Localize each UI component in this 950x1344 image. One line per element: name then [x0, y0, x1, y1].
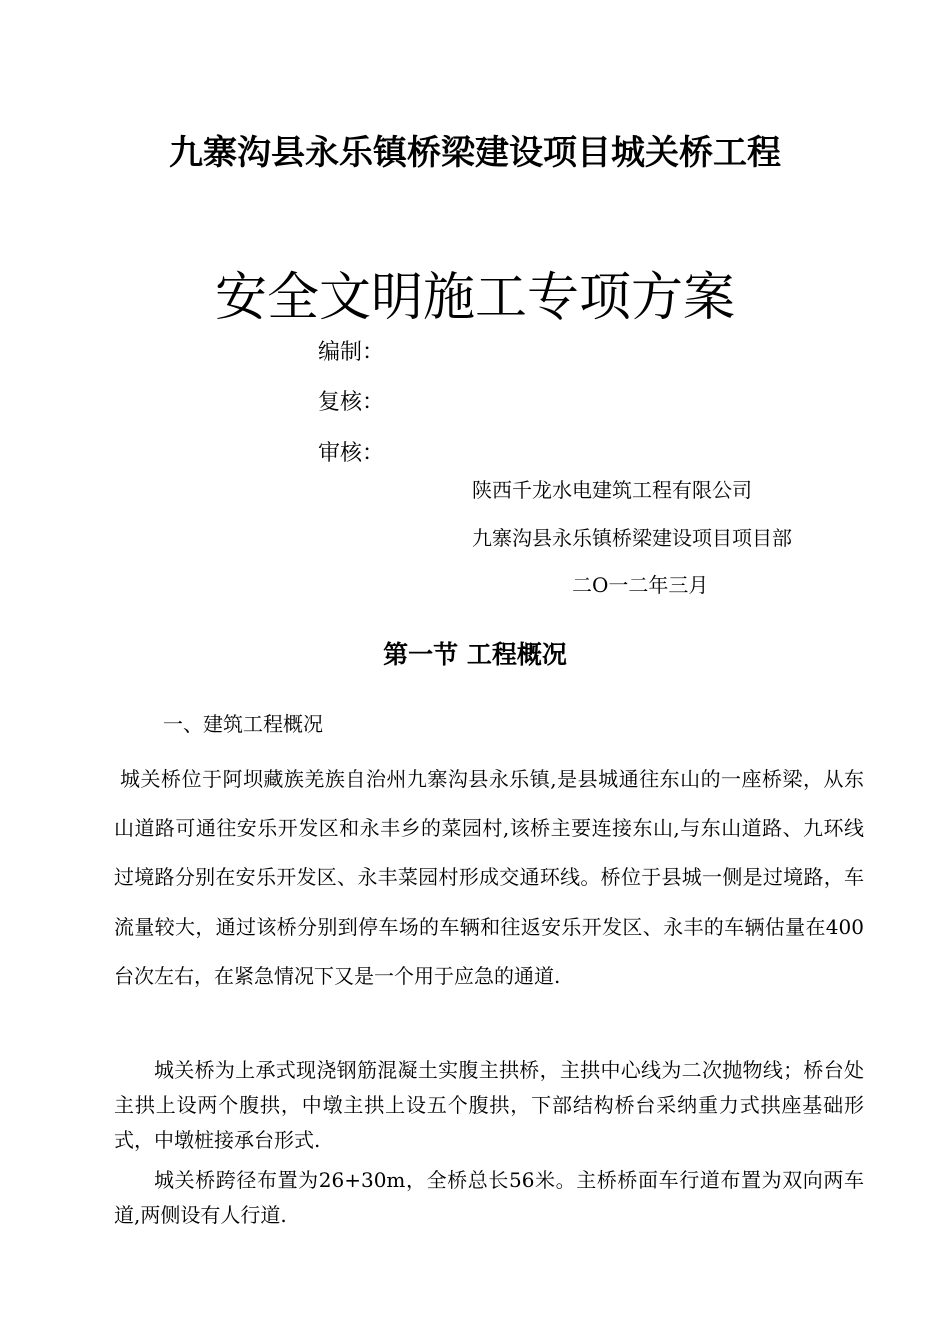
project-title: 九寨沟县永乐镇桥梁建设项目城关桥工程: [169, 133, 781, 173]
reviewed-by-label: 复核：: [318, 390, 385, 415]
subsection-heading: 一、建筑工程概况: [163, 712, 323, 736]
compiled-by-label: 编制：: [318, 340, 385, 365]
paragraph-text: 城关桥跨径布置为26+30m，全桥总长56米。主桥桥面车行道布置为双向两车道,两侧设有人行道.: [114, 1168, 864, 1227]
paragraph-overview: [114, 755, 864, 1001]
paragraph-structure: [114, 1053, 864, 1158]
document-title: 安全文明施工专项方案: [214, 268, 735, 328]
document-date: 二O一二年三月: [572, 573, 709, 597]
company-name: 陕西千龙水电建筑工程有限公司: [472, 478, 752, 502]
department-name: 九寨沟县永乐镇桥梁建设项目项目部: [472, 526, 792, 550]
approved-by-label: 审核：: [318, 441, 385, 466]
paragraph-text: 城关桥为上承式现浇钢筋混凝土实腹主拱桥，主拱中心线为二次抛物线；桥台处主拱上设两个腹拱，中墩主拱上设五个腹拱，下部结构桥台采纳重力式拱座基础形式，中墩桩接承台形式.: [114, 1058, 864, 1152]
paragraph-text: 城关桥位于阿坝藏族羌族自治州九寨沟县永乐镇,是县城通往东山的一座桥梁，从东山道路可通往安乐开发区和永丰乡的菜园村,该桥主要连接东山,与东山道路、九环线过境路分别在安乐开发区、永丰菜园村形成交通环线。桥位于县城一侧是过境路，车流量较大，通过该桥分别到停车场的车辆和往返安乐开发区、永丰的车辆估量在400台次左右，在紧急情况下又是一个用于应急的通道.: [114, 767, 864, 988]
paragraph-span: [114, 1163, 864, 1233]
section-heading: 第一节 工程概况: [383, 640, 567, 669]
